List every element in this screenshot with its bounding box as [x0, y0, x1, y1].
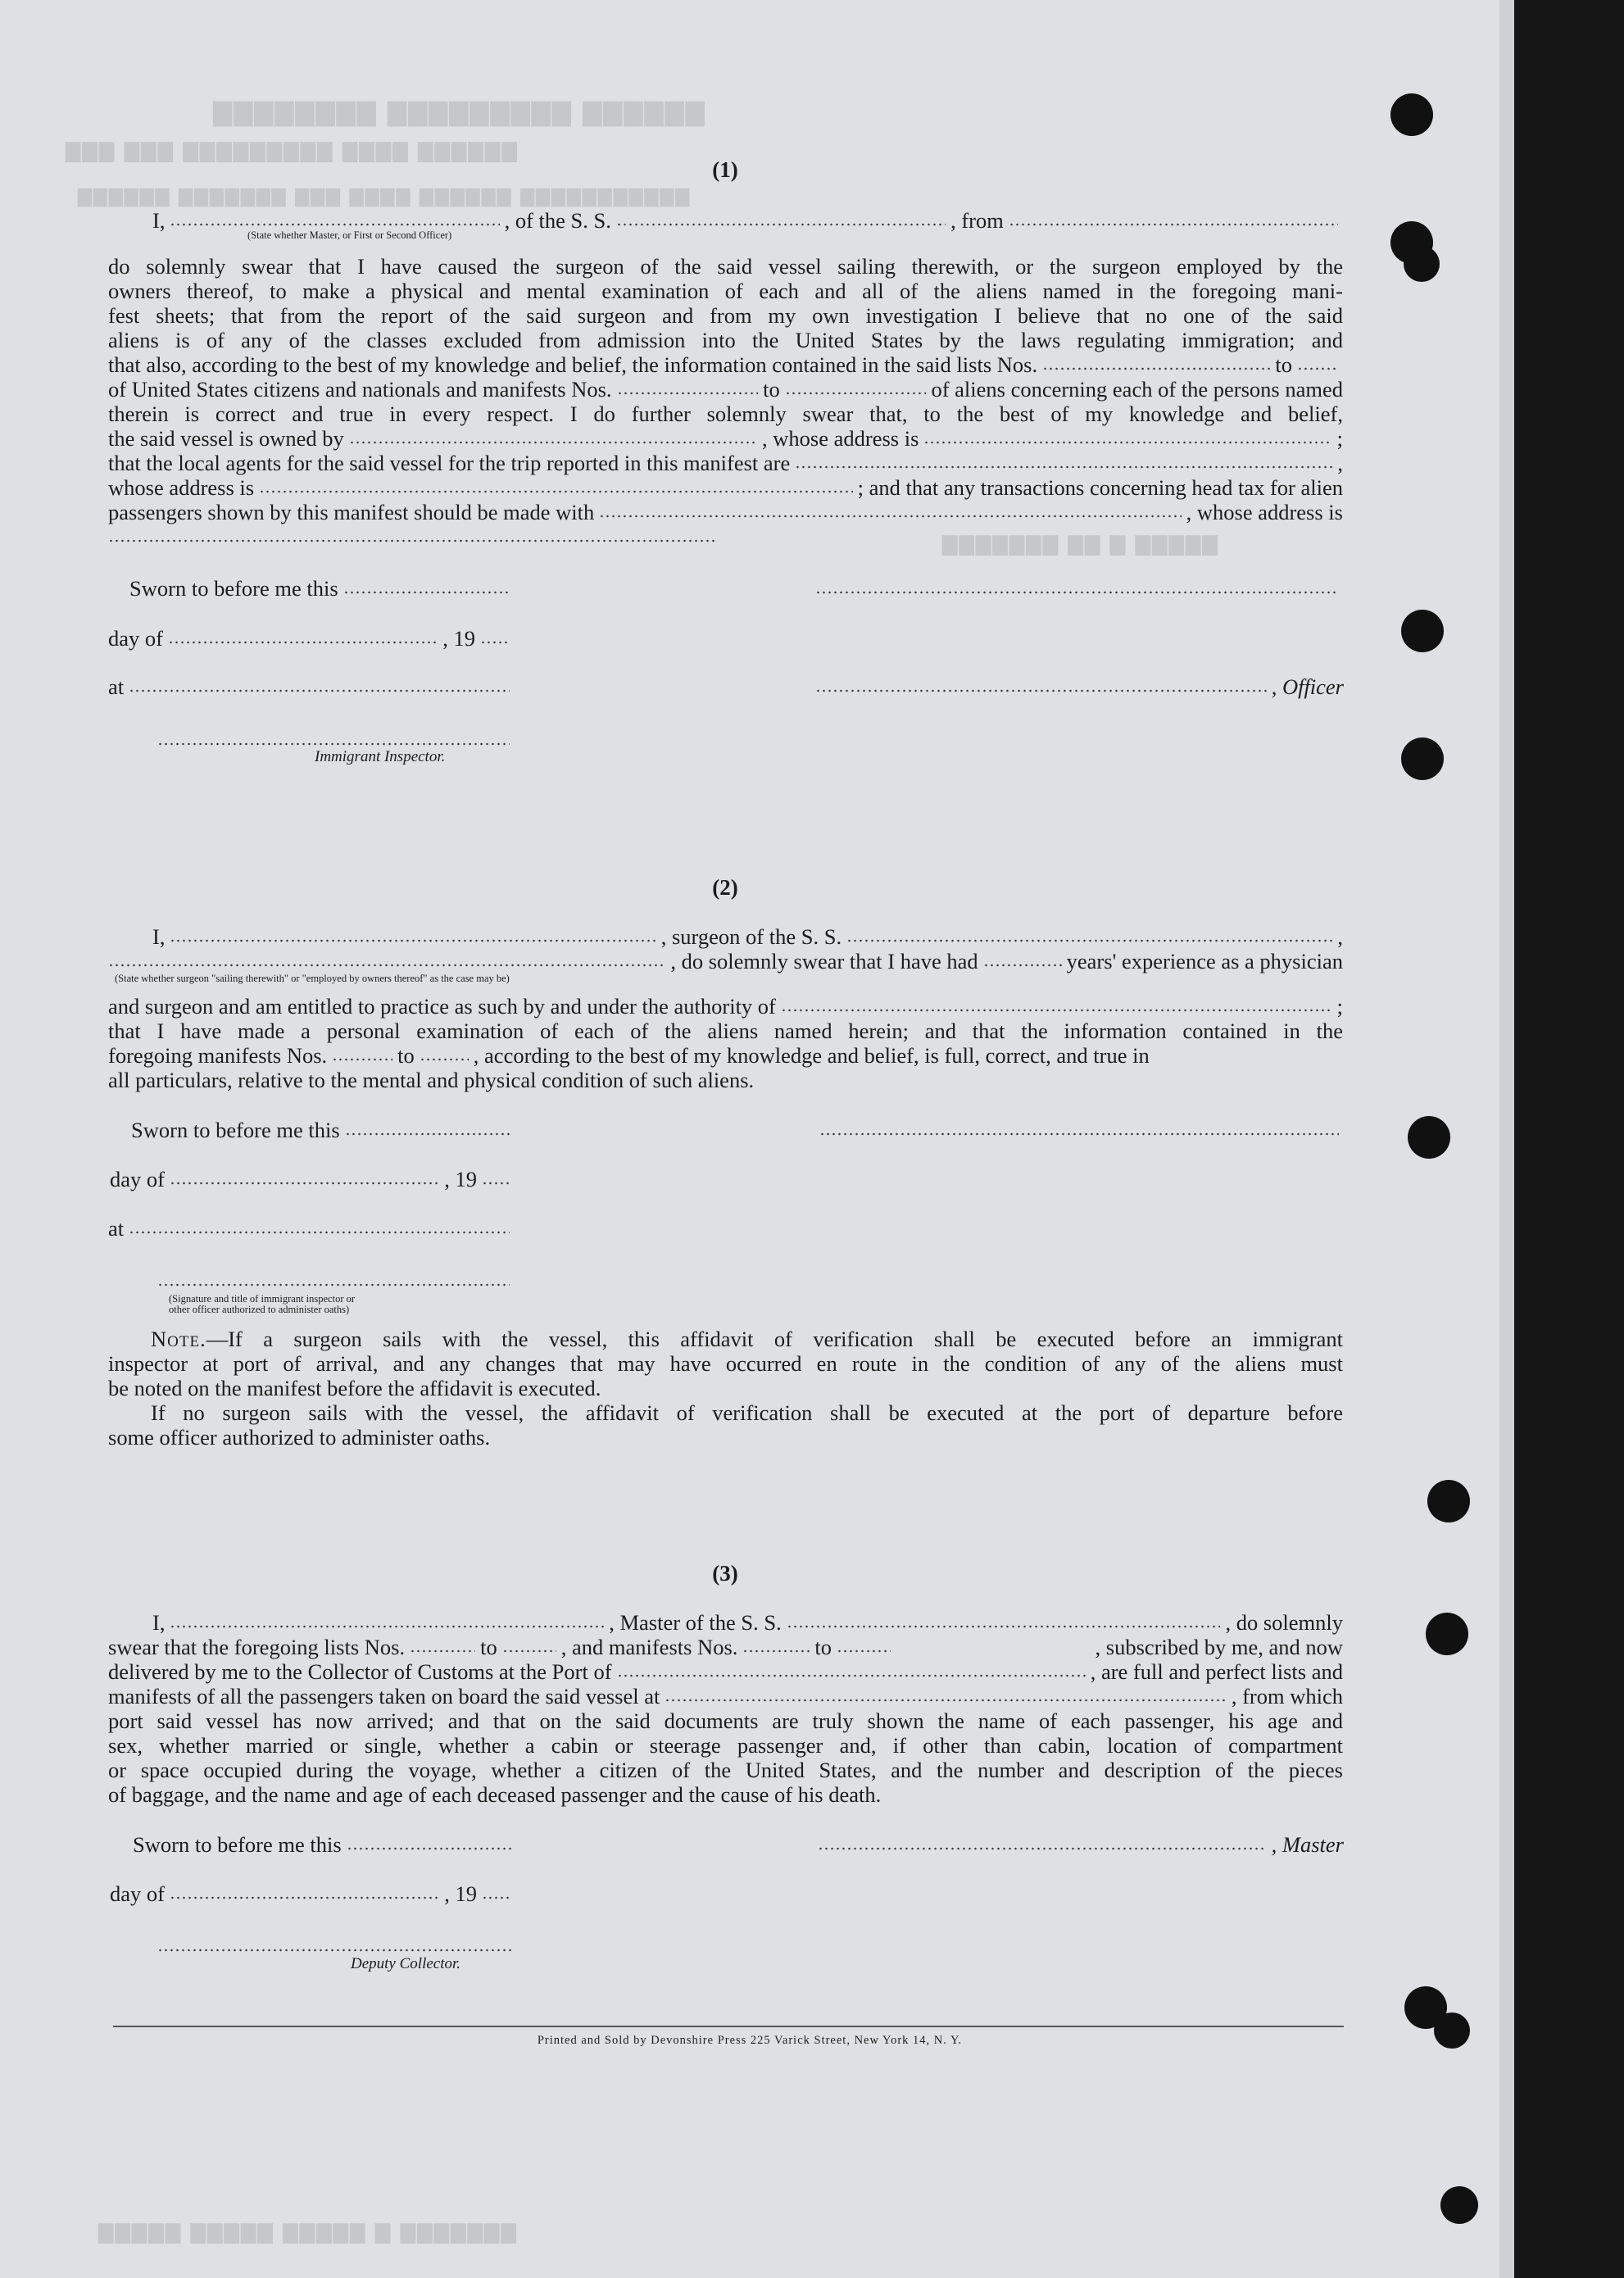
local-agents-blank[interactable]	[795, 465, 1332, 470]
master-vessel-blank[interactable]	[787, 1624, 1221, 1629]
note-line: be noted on the manifest before the affidavit is executed.	[108, 1376, 601, 1400]
year-blank[interactable]	[480, 640, 510, 645]
surgeon-status-blank[interactable]	[108, 963, 665, 968]
paragraph-line: delivered by me to the Collector of Customs at the Port of , are full and perfect lists and	[108, 1659, 1343, 1684]
head-tax-contact-blank[interactable]	[599, 514, 1181, 519]
paragraph-line: do solemnly swear that I have caused the surgeon of the said vessel sailing therewith, or the surgeon employed by the	[108, 254, 1343, 279]
surgeon-signature-line	[819, 1118, 1344, 1142]
manifest-to-blank[interactable]	[420, 1057, 469, 1062]
paragraph-line: of baggage, and the name and age of each deceased passenger and the cause of his death.	[108, 1782, 882, 1807]
punch-hole	[1390, 93, 1433, 136]
sworn-line: Sworn to before me this	[133, 1832, 516, 1857]
sworn-date-blank[interactable]	[345, 1132, 510, 1137]
paragraph-line: port said vessel has now arrived; and that on the said documents are truly shown the name of each passenger, his age and	[108, 1708, 1343, 1733]
from-port-blank[interactable]	[1009, 222, 1338, 227]
surgeon-line-2: , do solemnly swear that I have had years' experience as a physician	[108, 949, 1343, 973]
punch-hole	[1404, 246, 1440, 282]
deputy-signature-blank[interactable]	[157, 1948, 511, 1953]
master-line: I, , Master of the S. S. , do solemnly	[152, 1610, 1344, 1635]
paragraph-line: that also, according to the best of my knowledge and belief, the information contained in the said lists Nos. to	[108, 352, 1343, 377]
at-place-blank[interactable]	[129, 1230, 510, 1235]
bleed-through-text: ▇▇▇▇▇▇▇ ▇▇ ▇ ▇▇▇▇▇	[942, 533, 1219, 556]
sworn-date-blank[interactable]	[347, 1846, 511, 1851]
agents-address-blank[interactable]	[259, 489, 853, 494]
inspector-signature-blank[interactable]	[157, 742, 510, 746]
day-line: day of , 19	[110, 1881, 516, 1906]
page-edge	[1499, 0, 1514, 2278]
years-experience-blank[interactable]	[983, 963, 1062, 968]
note-line: inspector at port of arrival, and any changes that may have occurred en route in the condition of any of the aliens must	[108, 1351, 1343, 1376]
officer-line: , Officer	[815, 674, 1344, 699]
paragraph-line: all particulars, relative to the mental and physical condition of such aliens.	[108, 1068, 755, 1092]
master-signature-blank[interactable]	[818, 1846, 1267, 1851]
signature-blank[interactable]	[815, 590, 1339, 595]
punch-hole	[1427, 1480, 1470, 1522]
paragraph-line: manifests of all the passengers taken on board the said vessel at , from which	[108, 1684, 1343, 1708]
sworn-line: Sworn to before me this	[129, 576, 515, 601]
paragraph-line: that the local agents for the said vessel for the trip reported in this manifest are ,	[108, 451, 1343, 475]
note-label: Note.	[151, 1327, 206, 1351]
bleed-through-text: ▇▇▇▇▇▇▇▇ ▇▇▇▇▇▇▇▇▇ ▇▇▇▇▇▇	[213, 98, 706, 127]
authority-blank[interactable]	[781, 1008, 1332, 1013]
punch-hole	[1401, 737, 1444, 780]
paragraph-line: fest sheets; that from the report of the said surgeon and from my own investigation I believe that no one of the said	[108, 303, 1343, 328]
manifests-from-blank[interactable]	[617, 391, 759, 396]
manifest-from-blank[interactable]	[332, 1057, 392, 1062]
day-line: day of , 19	[108, 626, 515, 651]
manifests-to-blank[interactable]	[837, 1649, 891, 1654]
paragraph-line: aliens is of any of the classes excluded from admission into the United States by the laws regulating immigration; and	[108, 328, 1343, 352]
paragraph-line: swear that the foregoing lists Nos. to , and manifests Nos. to , subscribed by me, and now	[108, 1635, 1343, 1659]
paragraph-line: and surgeon and am entitled to practice as such by and under the authority of ;	[108, 994, 1343, 1019]
section-2-number: (2)	[712, 875, 738, 900]
inspector-sig-line	[157, 1268, 515, 1293]
day-blank[interactable]	[170, 1895, 439, 1900]
at-place-blank[interactable]	[129, 688, 510, 693]
officer-line: I, , of the S. S. , from	[108, 208, 1343, 233]
note-line: Note.—If a surgeon sails with the vessel, this affidavit of verification shall be executed before an immigrant	[151, 1327, 1343, 1351]
port-blank[interactable]	[617, 1673, 1086, 1678]
sworn-line: Sworn to before me this	[131, 1118, 515, 1142]
manifests-to-blank[interactable]	[785, 391, 927, 396]
officer-instruction: (State whether Master, or First or Second Officer)	[247, 229, 452, 241]
surgeon-vessel-blank[interactable]	[846, 938, 1332, 943]
at-line: at	[108, 1216, 515, 1241]
punch-hole	[1426, 1613, 1468, 1655]
paragraph-line: therein is correct and true in every respect. I do further solemnly swear that, to the best of my knowledge and belief,	[108, 402, 1343, 426]
bleed-through-text: ▇▇▇▇▇▇ ▇▇▇▇▇▇▇ ▇▇▇ ▇▇▇▇ ▇▇▇▇▇▇ ▇▇▇▇▇▇▇▇▇▇▇	[78, 187, 692, 207]
officer-signature-blank[interactable]	[815, 688, 1267, 693]
head-tax-address-blank[interactable]	[108, 538, 718, 543]
signature-instruction: other officer authorized to administer oaths)	[169, 1304, 350, 1315]
inspector-signature-blank[interactable]	[157, 1282, 510, 1287]
bleed-through-text: ▇▇▇ ▇▇▇ ▇▇▇▇▇▇▇▇▇ ▇▇▇▇ ▇▇▇▇▇▇	[66, 139, 519, 162]
punch-hole	[1408, 1116, 1450, 1159]
inspector-caption: Immigrant Inspector.	[315, 748, 446, 765]
section-3-number: (3)	[712, 1561, 738, 1586]
owner-blank[interactable]	[349, 440, 757, 445]
deputy-caption: Deputy Collector.	[351, 1955, 461, 1972]
paragraph-line: foregoing manifests Nos. to , according to the best of my knowledge and belief, is full, correct, and true in	[108, 1043, 1150, 1068]
surgeon-instruction: (State whether surgeon "sailing therewith" or "employed by owners thereof" as the case may be)	[115, 973, 510, 984]
paragraph-line: or space occupied during the voyage, whether a citizen of the United States, and the number and description of the pieces	[108, 1758, 1343, 1782]
printer-imprint: Printed and Sold by Devonshire Press 225 Varick Street, New York 14, N. Y.	[537, 2034, 963, 2047]
lists-to-blank[interactable]	[502, 1649, 556, 1654]
owner-address-blank[interactable]	[923, 440, 1331, 445]
paragraph-line: owners thereof, to make a physical and mental examination of each and all of the aliens named in the foregoing mani-	[108, 279, 1343, 303]
day-blank[interactable]	[170, 1181, 439, 1186]
paragraph-line: passengers shown by this manifest should be made with , whose address is	[108, 500, 1343, 524]
paragraph-line	[108, 524, 723, 549]
note-line: some officer authorized to administer oaths.	[108, 1425, 491, 1450]
note-line: If no surgeon sails with the vessel, the affidavit of verification shall be executed at the port of departure before	[151, 1400, 1343, 1425]
lists-from-blank[interactable]	[410, 1649, 475, 1654]
vessel-name-blank[interactable]	[616, 222, 946, 227]
surgeon-signature-blank[interactable]	[819, 1132, 1339, 1137]
boarding-port-blank[interactable]	[665, 1698, 1227, 1703]
paragraph-line: sex, whether married or single, whether a cabin or steerage passenger and, if other than cabin, location of compartment	[108, 1733, 1343, 1758]
sworn-date-blank[interactable]	[343, 590, 510, 595]
paragraph-line: that I have made a personal examination of each of the aliens named herein; and that the information contained in the	[108, 1019, 1343, 1043]
year-blank[interactable]	[482, 1895, 511, 1900]
surgeon-line: I, , surgeon of the S. S. ,	[152, 924, 1343, 949]
day-blank[interactable]	[168, 640, 438, 645]
year-blank[interactable]	[482, 1181, 511, 1186]
surgeon-name-blank[interactable]	[170, 938, 655, 943]
section-1-number: (1)	[712, 157, 738, 182]
bleed-through-text: ▇▇▇▇▇ ▇▇▇▇▇ ▇▇▇▇▇ ▇ ▇▇▇▇▇▇▇	[98, 2221, 518, 2244]
punch-hole	[1401, 610, 1444, 652]
day-line: day of , 19	[110, 1167, 516, 1191]
signature-instruction: (Signature and title of immigrant inspector or	[169, 1293, 356, 1305]
at-line: at	[108, 674, 515, 699]
lists-from-blank[interactable]	[1042, 366, 1270, 371]
footer-rule	[113, 2026, 1344, 2027]
paragraph-line: whose address is ; and that any transactions concerning head tax for alien	[108, 475, 1343, 500]
paragraph-line: the said vessel is owned by , whose address is ;	[108, 426, 1343, 451]
lists-to-blank[interactable]	[1297, 366, 1338, 371]
manifests-from-blank[interactable]	[742, 1649, 810, 1654]
deputy-sig-line	[157, 1934, 516, 1958]
master-name-blank[interactable]	[170, 1624, 604, 1629]
punch-hole	[1440, 2186, 1478, 2224]
master-signature-line: , Master	[818, 1832, 1344, 1857]
paragraph-line: of United States citizens and nationals and manifests Nos. to of aliens concerning each of the persons named	[108, 377, 1344, 402]
officer-signature-line	[815, 576, 1344, 601]
officer-name-blank[interactable]	[170, 222, 499, 227]
